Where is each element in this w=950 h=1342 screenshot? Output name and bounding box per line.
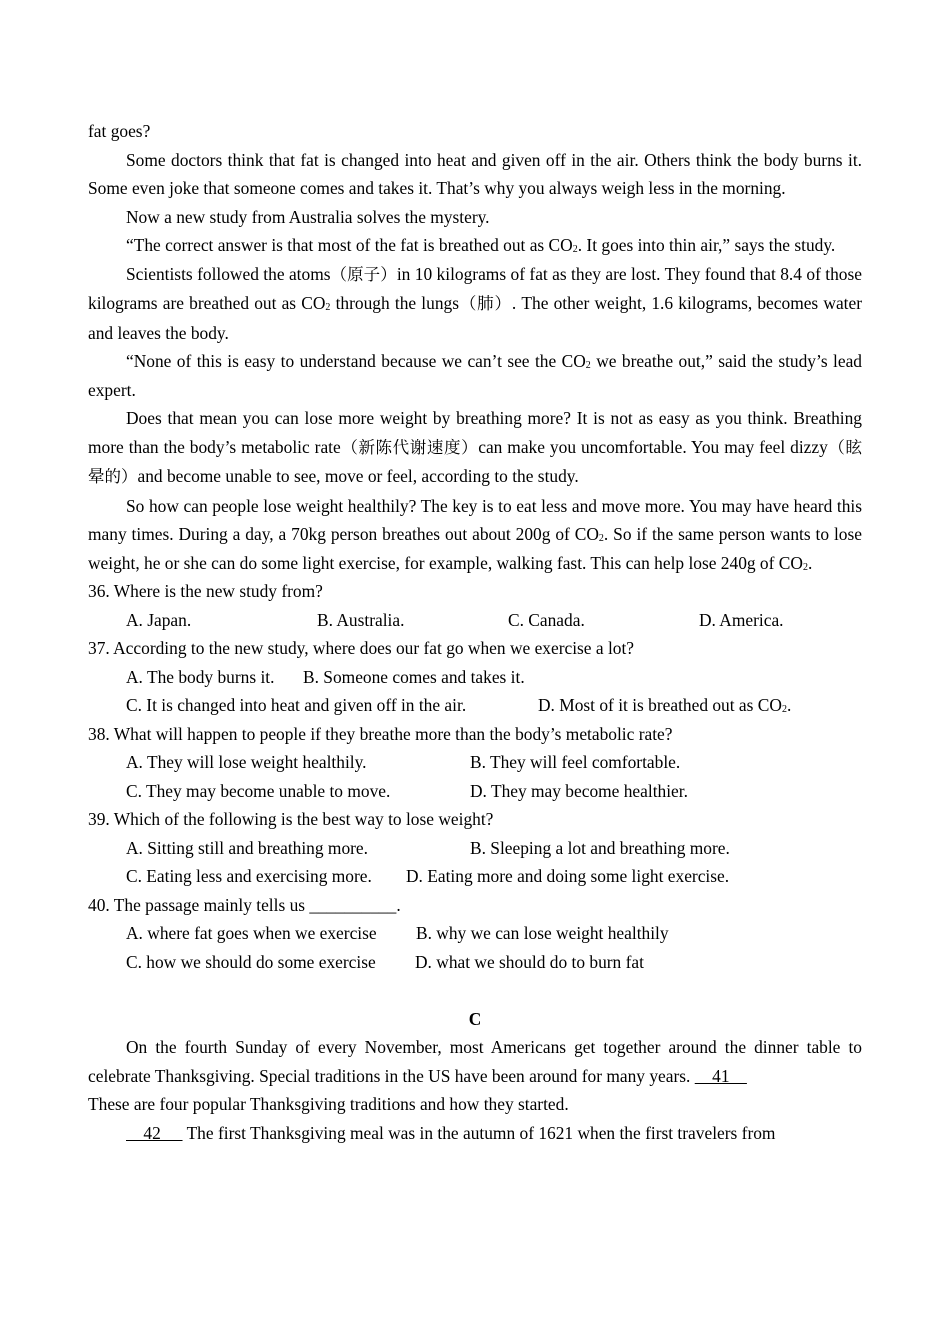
subscript: 2 [598, 533, 604, 544]
option-d: D. Eating more and doing some light exercise. [406, 866, 730, 886]
options-38-row1 [88, 748, 862, 777]
subscript: 2 [781, 704, 787, 715]
text: Does that mean you can lose more weight by breathing more? It is not as easy as you think. Breathing more than the body’s metabolic rate [88, 408, 862, 457]
question-38: 38. What will happen to people if they breathe more than the body’s metabolic rate? [88, 723, 673, 744]
text: . The other weight, 1.6 kilograms, becomes water and leaves the body. [88, 293, 863, 343]
option-b: B. Sleeping a lot and breathing more. [470, 837, 730, 858]
option-a: A. They will lose weight healthily. [126, 752, 367, 772]
section-heading-c: C [468, 1008, 482, 1029]
chinese-gloss: （原子） [330, 264, 397, 284]
text: Scientists followed the atoms [126, 263, 331, 284]
text: can make you uncomfortable. You may feel dizzy [478, 436, 828, 457]
blank-42[interactable]: 42 [126, 1122, 183, 1143]
option-b: B. why we can lose weight healthily [416, 923, 669, 943]
options-36 [88, 606, 862, 635]
text: . [807, 552, 813, 573]
subscript: 2 [802, 561, 808, 573]
text: through the lungs [330, 293, 459, 313]
text: “The correct answer is that most of the fat is breathed out as CO [126, 235, 573, 255]
paragraph-thanksgiving-intro [88, 1033, 862, 1090]
options-38-row2 [88, 777, 862, 806]
option-b: B. Australia. [317, 609, 405, 630]
document-page [88, 117, 862, 1147]
text: we breathe out,” said the study’s lead expert. [88, 351, 862, 400]
text: . It goes into thin air,” says the study. [577, 235, 836, 255]
paragraph-new-study: Now a new study from Australia solves the mystery. [126, 206, 490, 227]
text: So how can people lose weight healthily? The key is to eat less and move more. You may have heard this many times. During a day, a 70kg person breathes out about 200g of CO [88, 495, 862, 544]
paragraph-breathing-more [88, 404, 862, 492]
option-d: D. what we should do to burn fat [415, 951, 644, 972]
paragraph-correct-answer [88, 231, 862, 260]
options-39-row2 [88, 862, 862, 891]
subscript: 2 [572, 244, 578, 255]
paragraph-none-of-this [88, 347, 862, 404]
question-39: 39. Which of the following is the best way to lose weight? [88, 809, 494, 829]
option-d: D. America. [699, 609, 784, 630]
options-40-row2 [88, 948, 862, 977]
subscript: 2 [325, 302, 331, 313]
question-36: 36. Where is the new study from? [88, 581, 323, 601]
option-a: A. where fat goes when we exercise [126, 923, 377, 943]
text: and become unable to see, move or feel, according to the study. [137, 466, 579, 486]
question-37: 37. According to the new study, where does our fat go when we exercise a lot? [88, 638, 635, 658]
paragraph-doctors: Some doctors think that fat is changed into heat and given off in the air. Others think the body burns it. Some even joke that someone comes and takes it. That’s why you always weigh less in the morning. [88, 149, 862, 198]
option-c: C. Canada. [508, 609, 585, 630]
text: The first Thanksgiving meal was in the autumn of 1621 when the first travelers from [182, 1122, 776, 1143]
subscript: 2 [585, 360, 591, 371]
options-37-row2 [88, 691, 862, 720]
option-a: A. The body burns it. [126, 666, 275, 687]
option-c: C. how we should do some exercise [126, 951, 376, 972]
option-c: C. They may become unable to move. [126, 780, 391, 801]
question-40: 40. The passage mainly tells us __________. [88, 894, 401, 915]
paragraph-thanksgiving-traditions: These are four popular Thanksgiving traditions and how they started. [88, 1094, 569, 1114]
option-d [538, 691, 791, 720]
option-d: D. They may become healthier. [470, 780, 688, 801]
option-b: B. They will feel comfortable. [470, 752, 681, 772]
chinese-gloss: （新陈代谢速度） [340, 437, 479, 457]
paragraph-lose-weight [88, 492, 862, 578]
options-37-row1 [88, 663, 862, 692]
option-c: C. It is changed into heat and given off in the air. [126, 695, 467, 715]
paragraph-first-meal [88, 1119, 862, 1148]
options-39-row1 [88, 834, 862, 863]
passage-b-fragment: fat goes? [88, 121, 151, 141]
option-c: C. Eating less and exercising more. [126, 866, 372, 886]
text: “None of this is easy to understand because we can’t see the CO [126, 351, 586, 371]
blank-41[interactable]: 41 [694, 1065, 747, 1086]
paragraph-scientists [88, 260, 862, 348]
text: D. Most of it is breathed out as CO [538, 695, 782, 715]
option-a: A. Sitting still and breathing more. [126, 837, 368, 858]
options-40-row1 [88, 919, 862, 948]
text: . So if the same person wants to lose weight, he or she can do some light exercise, for example, walking fast. This can help lose 240g of CO [88, 524, 862, 573]
chinese-gloss: （眩晕的） [88, 437, 863, 486]
chinese-gloss: （肺） [459, 294, 512, 313]
text: in 10 kilograms of fat as they are lost. They found that 8.4 of those kilograms are breathed out as CO [88, 263, 862, 313]
text: On the fourth Sunday of every November, most Americans get together around the dinner table to celebrate Thanksgiving. Special traditions in the US have been around for many years. [88, 1037, 862, 1086]
text: . [786, 695, 792, 715]
option-b: B. Someone comes and takes it. [303, 666, 525, 687]
option-a: A. Japan. [126, 609, 192, 630]
